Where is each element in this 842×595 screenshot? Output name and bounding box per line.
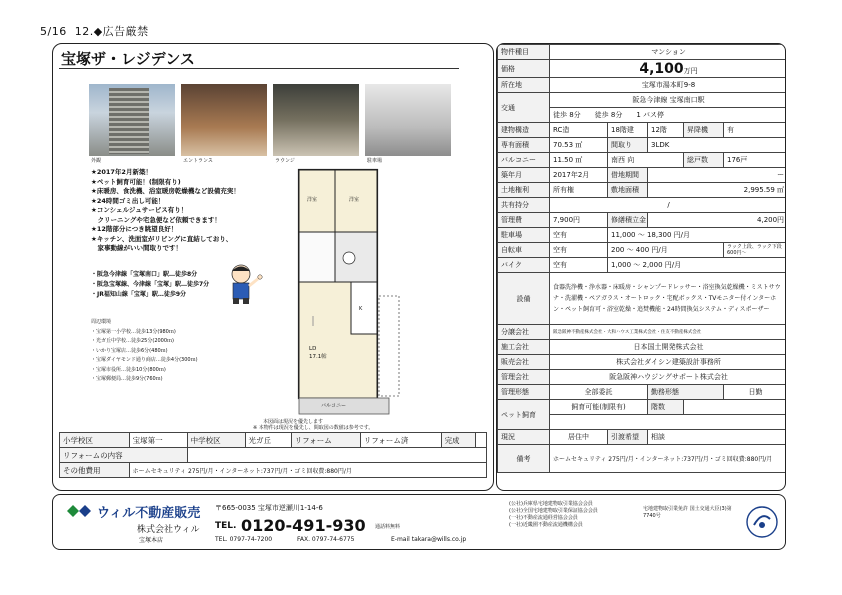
developer-value: 阪急阪神不動産株式会社・大和ハウス工業株式会社・住友不動産株式会社 <box>550 325 787 340</box>
land-right-label: 土地権利 <box>498 183 550 198</box>
bicycle-status: 空有 <box>550 243 608 258</box>
equipment-label: 設備 <box>498 273 550 325</box>
other-cost-label: その他費用 <box>60 463 130 478</box>
traffic-label: 交通 <box>498 93 550 123</box>
nearby-item: ・宝塚第一小学校…徒歩13分(980ｍ) <box>91 328 176 335</box>
feature-item: ★床暖房、食洗機、浴室暖房乾燥機など設備充実！ <box>91 187 240 195</box>
company-hours: 通話料無料 <box>375 524 401 530</box>
floorplan-note: 本図面は現況を優先します <box>263 419 324 425</box>
reform-value: リフォーム済 <box>360 433 441 448</box>
handover-label: 引渡希望 <box>608 430 648 445</box>
feature-item: ★12階部分につき眺望良好！ <box>91 225 178 233</box>
location-label: 所在地 <box>498 78 550 93</box>
area-value: 70.53 ㎡ <box>550 138 608 153</box>
manage-type-label: 管理形態 <box>498 385 550 400</box>
access-list <box>91 270 209 300</box>
license-list <box>509 501 598 529</box>
photo-caption-1: 外観 <box>91 158 102 164</box>
type-label: 物件種目 <box>498 45 550 60</box>
photo-entrance <box>181 84 267 156</box>
reform-contents-label: リフォームの内容 <box>60 448 188 463</box>
room-label-bedroom1: 洋室 <box>307 197 318 203</box>
area-label: 専有面積 <box>498 138 550 153</box>
parking-fee: 11,000 ～ 18,300 円/月 <box>608 228 787 243</box>
company-email[interactable]: E-mail takara@wills.co.jp <box>391 536 467 543</box>
photo-caption-3: ラウンジ <box>275 158 295 164</box>
elevator-label: 昇降機 <box>684 123 724 138</box>
company-logo-icon <box>67 503 93 519</box>
certification-mark-icon <box>745 505 779 539</box>
feature-item: クリーニングや宅急便など依頼できます！ <box>91 215 221 224</box>
left-panel <box>52 43 494 491</box>
manager-label: 管理会社 <box>498 370 550 385</box>
seller-value: 株式会社ダイシン建築設計事務所 <box>550 355 787 370</box>
company-tel: 0120-491-930 <box>241 516 366 535</box>
school-label: 小学校区 <box>60 433 130 448</box>
features-list <box>91 168 291 254</box>
bicycle-fee: 200 ～ 400 円/月 <box>608 243 724 258</box>
access-item: ・阪急宝塚線、今津線「宝塚」駅…徒歩7分 <box>91 281 210 288</box>
other-cost-value: ホームセキュリティ 275円/月・インターネット:737円/月・ゴミ回収費:880円/月 <box>129 463 486 478</box>
bike-label: バイク <box>498 258 550 273</box>
feature-item: ★コンシェルジュサービス有り！ <box>91 206 188 214</box>
mgmt-fee-label: 管理費 <box>498 213 550 228</box>
rack-note: ラック上段、ラック下段600円～ <box>724 243 787 258</box>
share-value: / <box>550 198 787 213</box>
builder-label: 施工会社 <box>498 340 550 355</box>
photo-parking <box>365 84 451 156</box>
traffic-line: 阪急今津線 宝塚南口駅 <box>550 93 787 108</box>
handover-value: 相談 <box>648 430 787 445</box>
land-right-value: 所有権 <box>550 183 608 198</box>
room-label-ldk: LD 17.1帖 <box>309 346 327 360</box>
license-item: (公社)兵庫県宅地建物取引業協会会員 <box>509 501 593 507</box>
pet-label: ペット飼育 <box>498 400 550 430</box>
status-value: 居住中 <box>550 430 608 445</box>
floorplan <box>293 166 405 418</box>
bicycle-label: 自転車 <box>498 243 550 258</box>
company-fax: FAX. 0797-74-6775 <box>297 536 355 543</box>
structure-label: 建物構造 <box>498 123 550 138</box>
room-label-kitchen: K <box>359 306 363 312</box>
traffic-detail: 徒歩 8分 徒歩 8分 1 バス停 <box>550 108 787 123</box>
nearby-label: 周辺環境 <box>91 319 112 325</box>
junior-label: 中学校区 <box>187 433 245 448</box>
work-label: 勤務形態 <box>648 385 724 400</box>
license-number: 宅地建物取引業免許 国土交通大臣(3)第7740号 <box>643 506 732 519</box>
company-tel-label: TEL. <box>215 521 237 531</box>
nearby-item: ・いかり宝塚店…徒歩6分(480ｍ) <box>91 347 168 354</box>
structure-value: RC造 <box>550 123 608 138</box>
parking-label: 駐車場 <box>498 228 550 243</box>
reform-label: リフォーム <box>291 433 360 448</box>
room-label-bedroom2: 洋室 <box>349 197 360 203</box>
access-item: ・JR福知山線「宝塚」駅…徒歩9分 <box>91 291 187 298</box>
company-corp: 株式会社ウィル <box>137 525 200 535</box>
equipment-value: 食器洗浄機・浄水器・床暖房・シャンプードレッサー・浴室換気乾燥機・ミストサウナ・洗濯機・ペアガラス・オートロック・宅配ボックス・TVモニター付インターホン・ペット飼育可・浴室乾燥・追焚機能・24時間換気システム・ディスポーザー <box>550 273 787 325</box>
photo-caption-2: エントランス <box>183 158 213 164</box>
page-header <box>40 23 149 39</box>
developer-label: 分譲会社 <box>498 325 550 340</box>
remarks-label: 備考 <box>498 445 550 473</box>
license-item: (一社)不動産流通経営協会会員 <box>509 515 578 521</box>
work-value: 日勤 <box>724 385 787 400</box>
repair-label: 修繕積立金 <box>608 213 648 228</box>
company-address: 〒665-0035 宝塚市逆瀬川1-14-6 <box>215 504 323 512</box>
pet-rule-value <box>684 400 787 415</box>
land-area-value: 2,995.59 ㎡ <box>648 183 787 198</box>
company-branch: 宝塚本店 <box>139 537 164 544</box>
complete-value <box>476 433 487 448</box>
photo-exterior <box>89 84 175 156</box>
header-notice: ◆広告厳禁 <box>93 25 149 38</box>
photo-caption-4: 駐車場 <box>367 158 383 164</box>
company-tel2: TEL. 0797-74-7200 <box>215 536 273 543</box>
builder-value: 日本国土開発株式会社 <box>550 340 787 355</box>
license-item: (公社)全国宅地建物取引業保証協会会員 <box>509 508 598 514</box>
share-label: 共有持分 <box>498 198 550 213</box>
price-unit: 万円 <box>683 66 698 75</box>
school-table <box>59 432 487 478</box>
school-value: 宝塚第一 <box>129 433 187 448</box>
built-label: 築年月 <box>498 168 550 183</box>
direction-value: 南西 向 <box>608 153 684 168</box>
complete-label: 完成 <box>441 433 475 448</box>
feature-item: ★24時間ゴミ出し可能！ <box>91 196 165 205</box>
feature-item: ★キッチン、洗面室がリビングに直結しており、 <box>91 234 233 243</box>
built-value: 2017年2月 <box>550 168 608 183</box>
units-value: 176戸 <box>724 153 787 168</box>
lease-label: 借地期間 <box>608 168 648 183</box>
manage-type-value: 全部委託 <box>550 385 648 400</box>
status-label: 現況 <box>498 430 550 445</box>
mascot-illustration <box>225 262 265 304</box>
pet-value: 飼育可能(制限有) <box>550 400 648 415</box>
floors-value: 18階建 <box>608 123 648 138</box>
pet-rule-label: 階数 <box>648 400 684 415</box>
plan-label: 間取り <box>608 138 648 153</box>
junior-value: 光ガ丘 <box>245 433 291 448</box>
spec-panel <box>496 43 786 491</box>
feature-item: 家事動線がいい間取りです！ <box>91 244 182 252</box>
repair-value: 4,200円 <box>648 213 787 228</box>
price-value: 4,100 <box>639 60 684 77</box>
feature-item: ★ペット飼育可能！(制限有り) <box>91 177 181 186</box>
company-name: ウィル不動産販売 <box>97 506 201 521</box>
bike-fee: 1,000 ～ 2,000 円/月 <box>608 258 787 273</box>
header-number: 12. <box>74 25 94 38</box>
parking-status: 空有 <box>550 228 608 243</box>
header-date: 5/16 <box>40 25 67 38</box>
nearby-item: ・宝塚市役所…徒歩10分(800ｍ) <box>91 366 166 373</box>
balcony-label: バルコニー <box>498 153 550 168</box>
floor-value: 12階 <box>648 123 684 138</box>
location-value: 宝塚市湯本町9-8 <box>550 78 787 93</box>
reform-contents-value <box>187 448 486 463</box>
balcony-value: 11.50 ㎡ <box>550 153 608 168</box>
manager-value: 阪急阪神ハウジングサポート株式会社 <box>550 370 787 385</box>
license-item: (一社)近畿圏不動産流通機構会員 <box>509 522 583 528</box>
type-value: マンション <box>550 45 787 60</box>
nearby-list <box>91 318 198 385</box>
access-item: ・阪急今津線「宝塚南口」駅…徒歩8分 <box>91 271 198 278</box>
units-label: 総戸数 <box>684 153 724 168</box>
plan-value: 3LDK <box>648 138 787 153</box>
footer-panel <box>52 494 786 550</box>
feature-item: ★2017年2月新築！ <box>91 168 152 176</box>
property-name: 宝塚ザ・レジデンス <box>61 50 195 68</box>
land-area-label: 敷地面積 <box>608 183 648 198</box>
mgmt-fee-value: 7,900円 <box>550 213 608 228</box>
elevator-value: 有 <box>724 123 787 138</box>
spec-table <box>497 44 786 473</box>
disclaimer: ※ 本物件は現況を優先し、間取図の数値は参考です。 <box>253 425 374 431</box>
nearby-item: ・光ガ丘中学校…徒歩25分(2000ｍ) <box>91 338 174 344</box>
price-label: 価格 <box>498 60 550 78</box>
photo-lounge <box>273 84 359 156</box>
room-label-balcony: バルコニー <box>321 403 347 409</box>
nearby-item: ・宝塚ダイヤモンド通り商店…徒歩4分(300ｍ) <box>91 357 198 363</box>
lease-value: ー <box>648 168 787 183</box>
nearby-item: ・宝塚郵便局…徒歩9分(760ｍ) <box>91 376 163 382</box>
title-underline <box>59 68 459 69</box>
bike-status: 空有 <box>550 258 608 273</box>
seller-label: 販売会社 <box>498 355 550 370</box>
remarks-value: ホームセキュリティ 275円/月・インターネット:737円/月・ゴミ回収費:880円/月 <box>550 445 787 473</box>
pet-extra <box>550 415 787 430</box>
